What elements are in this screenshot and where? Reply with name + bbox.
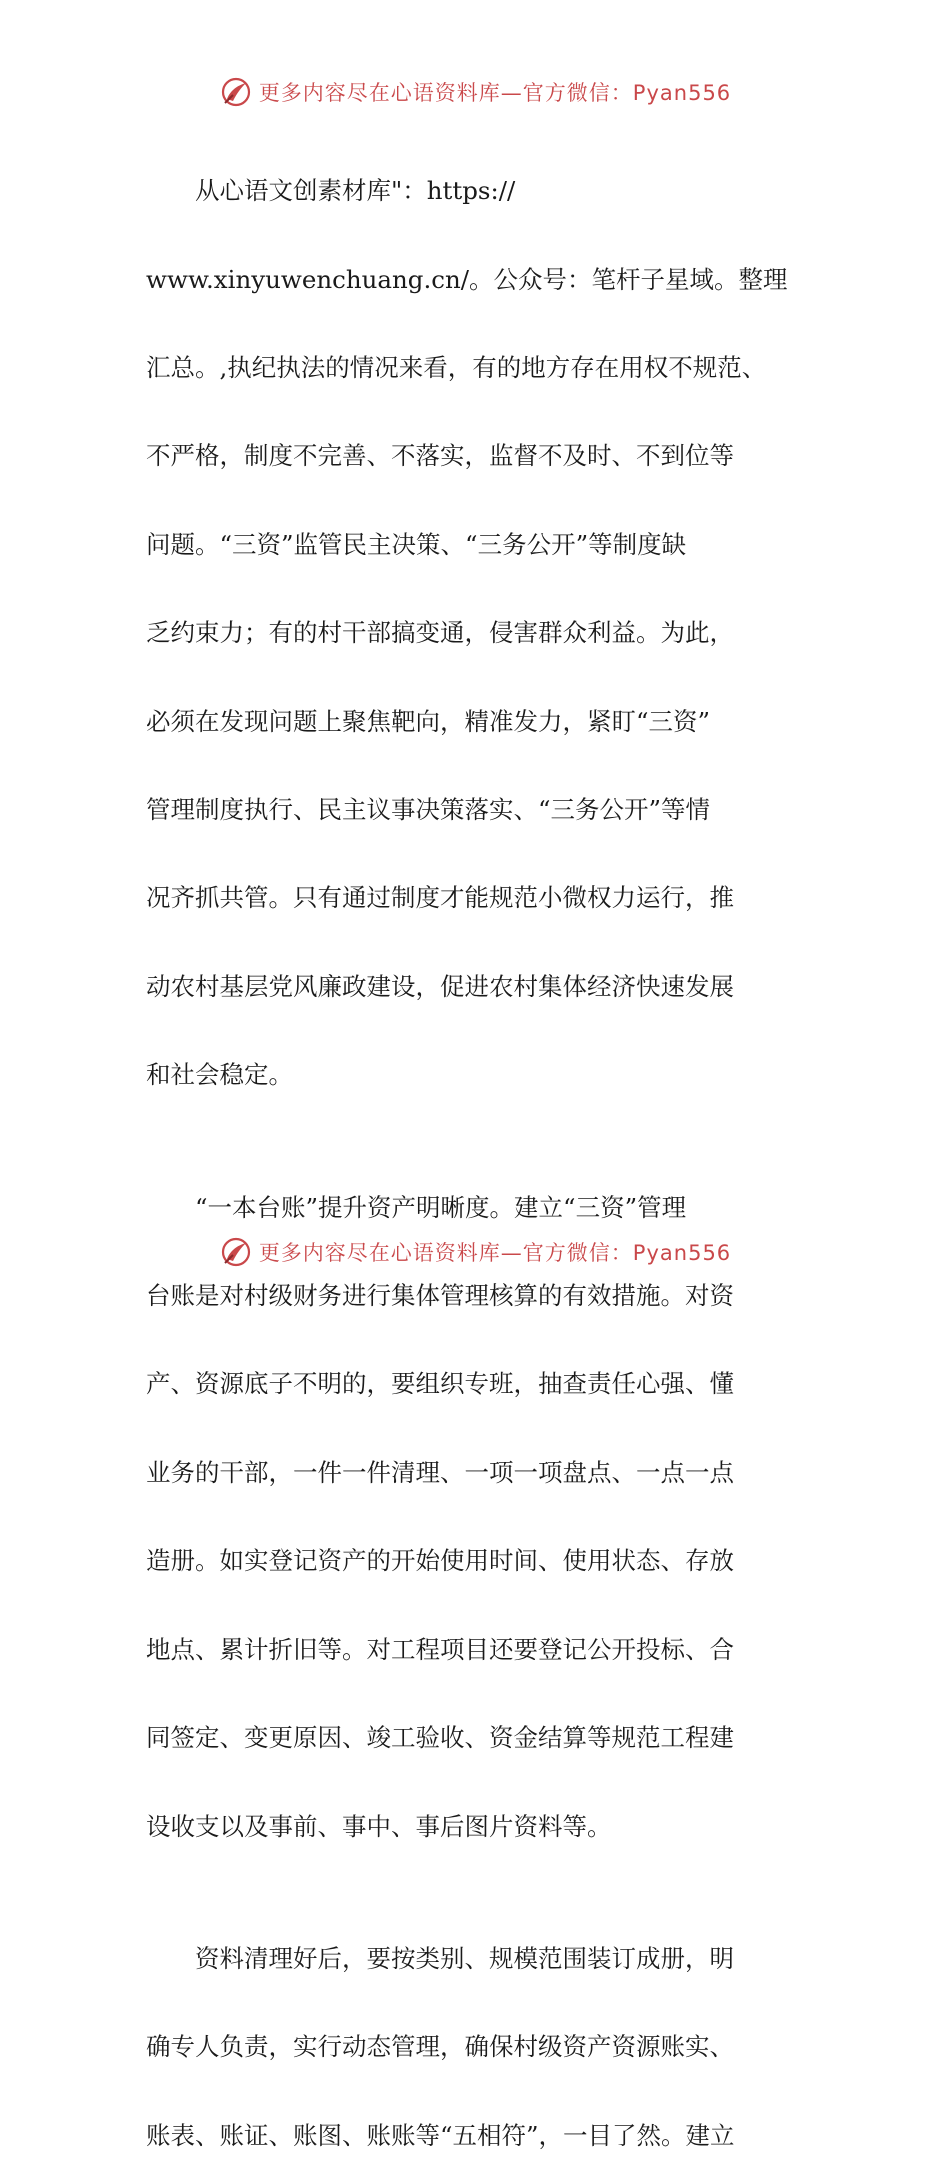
- footer-banner-text: 更多内容尽在心语资料库—官方微信：Pyan556: [258, 1241, 732, 1265]
- paragraph-line: 动农村基层党风廉政建设，促进农村集体经济快速发展: [146, 971, 734, 1001]
- paragraph-line: 账表、账证、账图、账账等“五相符”，一目了然。建立: [146, 2120, 735, 2150]
- paragraph-line: 况齐抓共管。只有通过制度才能规范小微权力运行，推: [146, 883, 734, 913]
- paragraph-line: 从心语文创素材库"：https://: [195, 176, 516, 206]
- xinyu-logo-icon: [219, 1235, 253, 1269]
- paragraph-3: [146, 1893, 826, 2158]
- paragraph-spacer: [146, 1849, 826, 1893]
- paragraph-line: 确专人负责，实行动态管理，确保村级资产资源账实、: [146, 2032, 734, 2062]
- paragraph-line: www.xinyuwenchuang.cn/。公众号：笔杆子星域。整理: [146, 264, 788, 294]
- paragraph-line: 必须在发现问题上聚焦靶向，精准发力，紧盯“三资”: [146, 706, 711, 736]
- paragraph-line: 产、资源底子不明的，要组织专班，抽查责任心强、懂: [146, 1369, 734, 1399]
- xinyu-logo-icon: [219, 75, 253, 109]
- document-body: [146, 125, 826, 2158]
- paragraph-line: 汇总。,执纪执法的情况来看，有的地方存在用权不规范、: [146, 353, 767, 383]
- paragraph-line: 造册。如实登记资产的开始使用时间、使用状态、存放: [146, 1546, 734, 1576]
- paragraph-line: 台账是对村级财务进行集体管理核算的有效措施。对资: [146, 1281, 734, 1311]
- header-banner-text: 更多内容尽在心语资料库—官方微信：Pyan556: [258, 81, 732, 105]
- paragraph-line: 地点、累计折旧等。对工程项目还要登记公开投标、合: [146, 1634, 734, 1664]
- paragraph-line: 不严格，制度不完善、不落实，监督不及时、不到位等: [146, 441, 734, 471]
- paragraph-line: 问题。“三资”监管民主决策、“三务公开”等制度缺: [146, 529, 687, 559]
- paragraph-line: 资料清理好后，要按类别、规模范围装订成册，明: [195, 1943, 734, 1973]
- header-banner: [0, 70, 950, 114]
- footer-banner: [0, 1230, 950, 1274]
- paragraph-line: 设收支以及事前、事中、事后图片资料等。: [146, 1811, 612, 1841]
- paragraph-line: “一本台账”提升资产明晰度。建立“三资”管理: [195, 1192, 687, 1222]
- paragraph-line: 和社会稳定。: [146, 1060, 293, 1090]
- paragraph-line: 乏约束力；有的村干部搞变通，侵害群众利益。为此，: [146, 618, 734, 648]
- paragraph-line: 同签定、变更原因、竣工验收、资金结算等规范工程建: [146, 1723, 734, 1753]
- paragraph-spacer: [146, 1097, 826, 1141]
- paragraph-1: [146, 125, 826, 1097]
- paragraph-line: 业务的干部，一件一件清理、一项一项盘点、一点一点: [146, 1457, 734, 1487]
- paragraph-line: 管理制度执行、民主议事决策落实、“三务公开”等情: [146, 795, 711, 825]
